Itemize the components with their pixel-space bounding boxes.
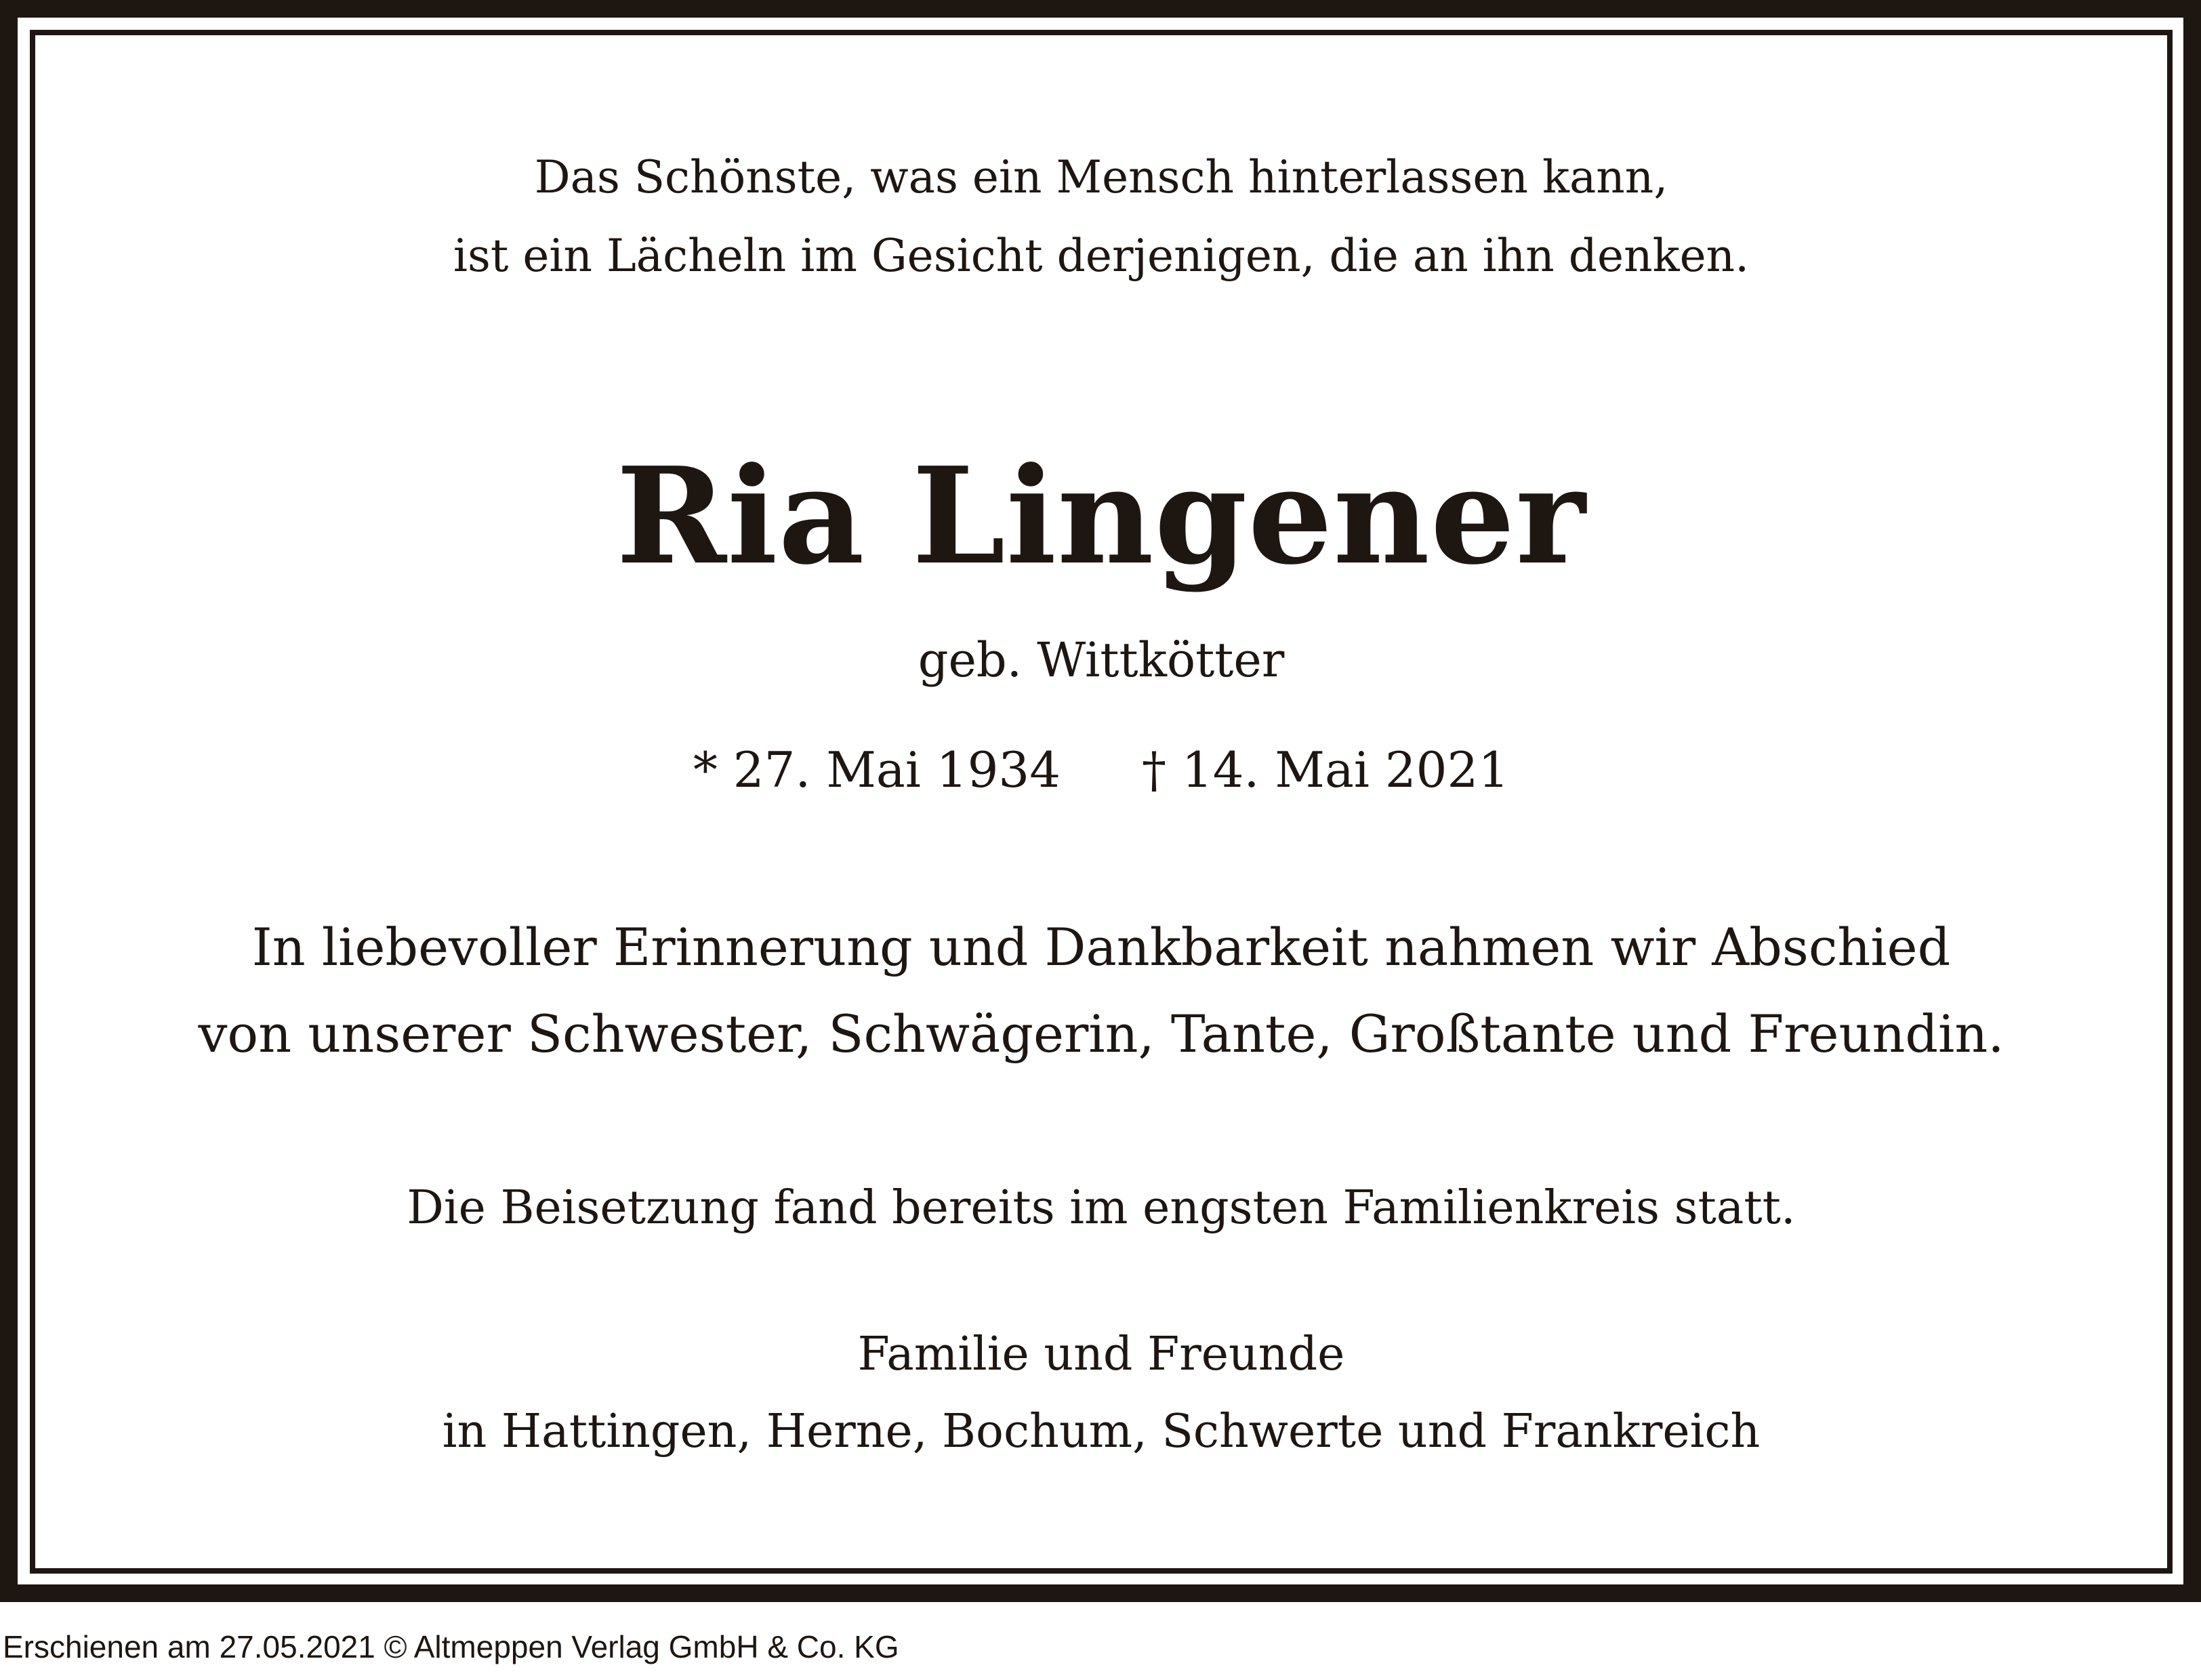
- remembrance-line-2: von unserer Schwester, Schwägerin, Tante, Großtante und Freundin.: [198, 1004, 2004, 1064]
- burial-note: Die Beisetzung fand bereits im engsten Familienkreis statt.: [407, 1181, 1796, 1235]
- deceased-name: Ria Lingener: [616, 438, 1586, 594]
- life-dates: [35, 740, 2167, 800]
- publication-note: Erschienen am 27.05.2021 © Altmeppen Verlag GmbH & Co. KG: [3, 1629, 899, 1664]
- remembrance-line-1: In liebevoller Erinnerung und Dankbarkeit nahmen wir Abschied: [251, 917, 1951, 977]
- maiden-name: geb. Wittkötter: [918, 632, 1285, 688]
- signature-line-1: Familie und Freunde: [857, 1328, 1345, 1381]
- birth-date: * 27. Mai 1934: [693, 741, 1061, 798]
- signature-line-2: in Hattingen, Herne, Bochum, Schwerte und Frankreich: [442, 1405, 1761, 1458]
- obituary-notice: [35, 35, 2167, 1568]
- death-date: † 14. Mai 2021: [1142, 741, 1510, 798]
- quote-line-1: Das Schönste, was ein Mensch hinterlassen kann,: [534, 151, 1668, 203]
- quote-line-2: ist ein Lächeln im Gesicht derjenigen, die an ihn denken.: [453, 230, 1750, 282]
